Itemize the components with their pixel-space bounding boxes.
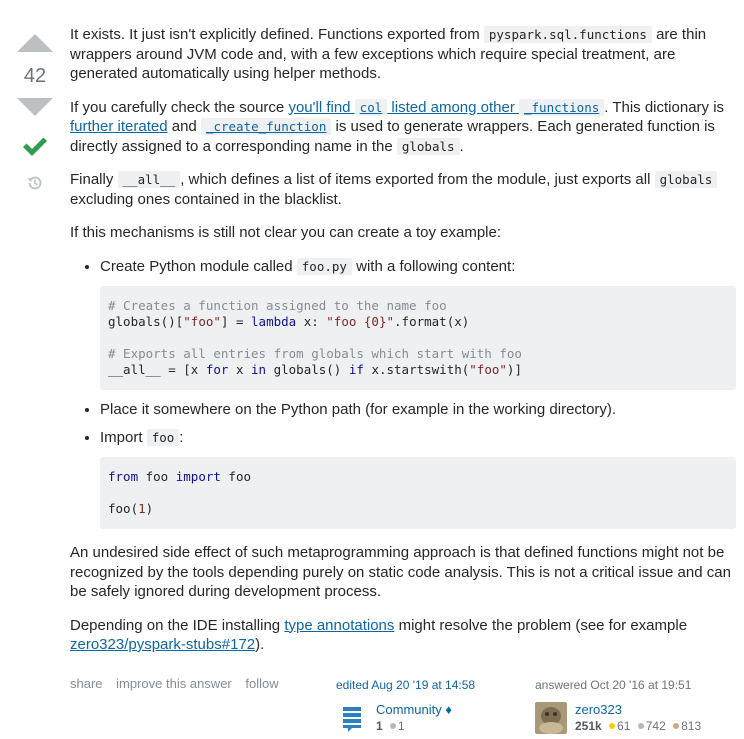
inline-code: globals (655, 171, 718, 188)
code-block-foo-module: # Creates a function assigned to the name foo globals()["foo"] = lambda x: "foo {0}".format(x) # Exports all entries from globals which start with foo __all__ = [x for x in globals() if x.startswith("foo")] (100, 286, 736, 390)
improve-link[interactable]: improve this answer (116, 676, 232, 691)
gold-badge-icon (609, 723, 615, 729)
edited-timestamp[interactable]: edited Aug 20 '19 at 14:58 (336, 678, 476, 692)
paragraph-1: It exists. It just isn't explicitly defined. Functions exported from pyspark.sql.functions are thin wrappers around JVM code and, with a few exceptions which require special treatment, are generated automatically using helper methods. (70, 26, 707, 82)
inline-code: globals (397, 138, 460, 155)
list-item: • Create Python module called foo.py with a following content: # Creates a function assigned to the name foo globals()["foo"] = lambda x: "foo {0}".format(x) # Exports all entries from globals which start with foo __all__ = [x for x in globals() if x.startswith("foo")] (100, 257, 736, 391)
silver-badge-icon (638, 723, 644, 729)
post-body (70, 25, 736, 669)
code-block-import: from foo import foo foo(1) (100, 457, 736, 529)
author-signature (535, 676, 735, 734)
answered-timestamp: answered Oct 20 '16 at 19:51 (535, 678, 692, 692)
paragraph-2: If you carefully check the source you'll find col listed among other _functions . This dictionary is further iterated and _create_function is used to generate wrappers. Each generated function is directly assigned to a corresponding name in the globals . (70, 98, 725, 155)
accepted-check-icon (22, 136, 48, 158)
history-icon[interactable] (26, 174, 44, 192)
editor-reputation: 1 (376, 718, 383, 733)
moderator-diamond-icon: ♦ (445, 701, 453, 717)
inline-code: pyspark.sql.functions (484, 26, 652, 43)
user-avatar-icon[interactable] (535, 702, 567, 734)
author-bronze-count: 813 (681, 718, 702, 733)
author-gold-count: 61 (617, 718, 631, 733)
steps-list (70, 257, 736, 530)
link-source-functions[interactable]: you'll find col listed among other _functions (288, 99, 604, 116)
list-item: • Place it somewhere on the Python path (for example in the working directory). (100, 400, 736, 420)
link-type-annotations[interactable]: type annotations (284, 616, 395, 634)
editor-silver-count: 1 (398, 718, 405, 733)
follow-link[interactable]: follow (245, 676, 279, 691)
link-further-iterated[interactable]: further iterated (70, 118, 168, 135)
author-silver-count: 742 (645, 718, 666, 733)
list-item: • Import foo : from foo import foo foo(1) (100, 428, 736, 530)
downvote-button[interactable] (17, 98, 53, 116)
paragraph-5: An undesired side effect of such metaprogramming approach is that defined functions might not be recognized by the tools depending purely on static code analysis. This is not a critical issue and can be safely ignored during development process. (70, 544, 731, 600)
editor-name[interactable]: Community (376, 701, 442, 717)
post-menu (70, 674, 289, 694)
upvote-button[interactable] (17, 34, 53, 52)
editor-signature (336, 676, 536, 734)
community-avatar-icon[interactable] (336, 702, 368, 734)
share-link[interactable]: share (70, 676, 103, 691)
inline-code: foo.py (297, 258, 352, 275)
author-reputation: 251k (575, 718, 602, 733)
link-pyspark-stubs[interactable]: zero323/pyspark-stubs#172 (70, 636, 256, 653)
link-create-function[interactable]: _create_function (201, 118, 331, 135)
post-footer (70, 672, 740, 736)
author-name[interactable]: zero323 (575, 701, 622, 717)
inline-code: __all__ (118, 171, 181, 188)
vote-count: 42 (23, 65, 47, 87)
inline-code: foo (147, 429, 180, 446)
paragraph-4: If this mechanisms is still not clear you can create a toy example: (70, 224, 502, 241)
paragraph-3: Finally __all__ , which defines a list of items exported from the module, just exports all globals excluding ones contained in the blacklist. (70, 170, 736, 209)
silver-badge-icon (390, 723, 396, 729)
bronze-badge-icon (673, 723, 679, 729)
paragraph-6: Depending on the IDE installing type annotations might resolve the problem (see for example zero323/pyspark-stubs#172). (70, 616, 688, 653)
vote-cell (0, 28, 70, 192)
